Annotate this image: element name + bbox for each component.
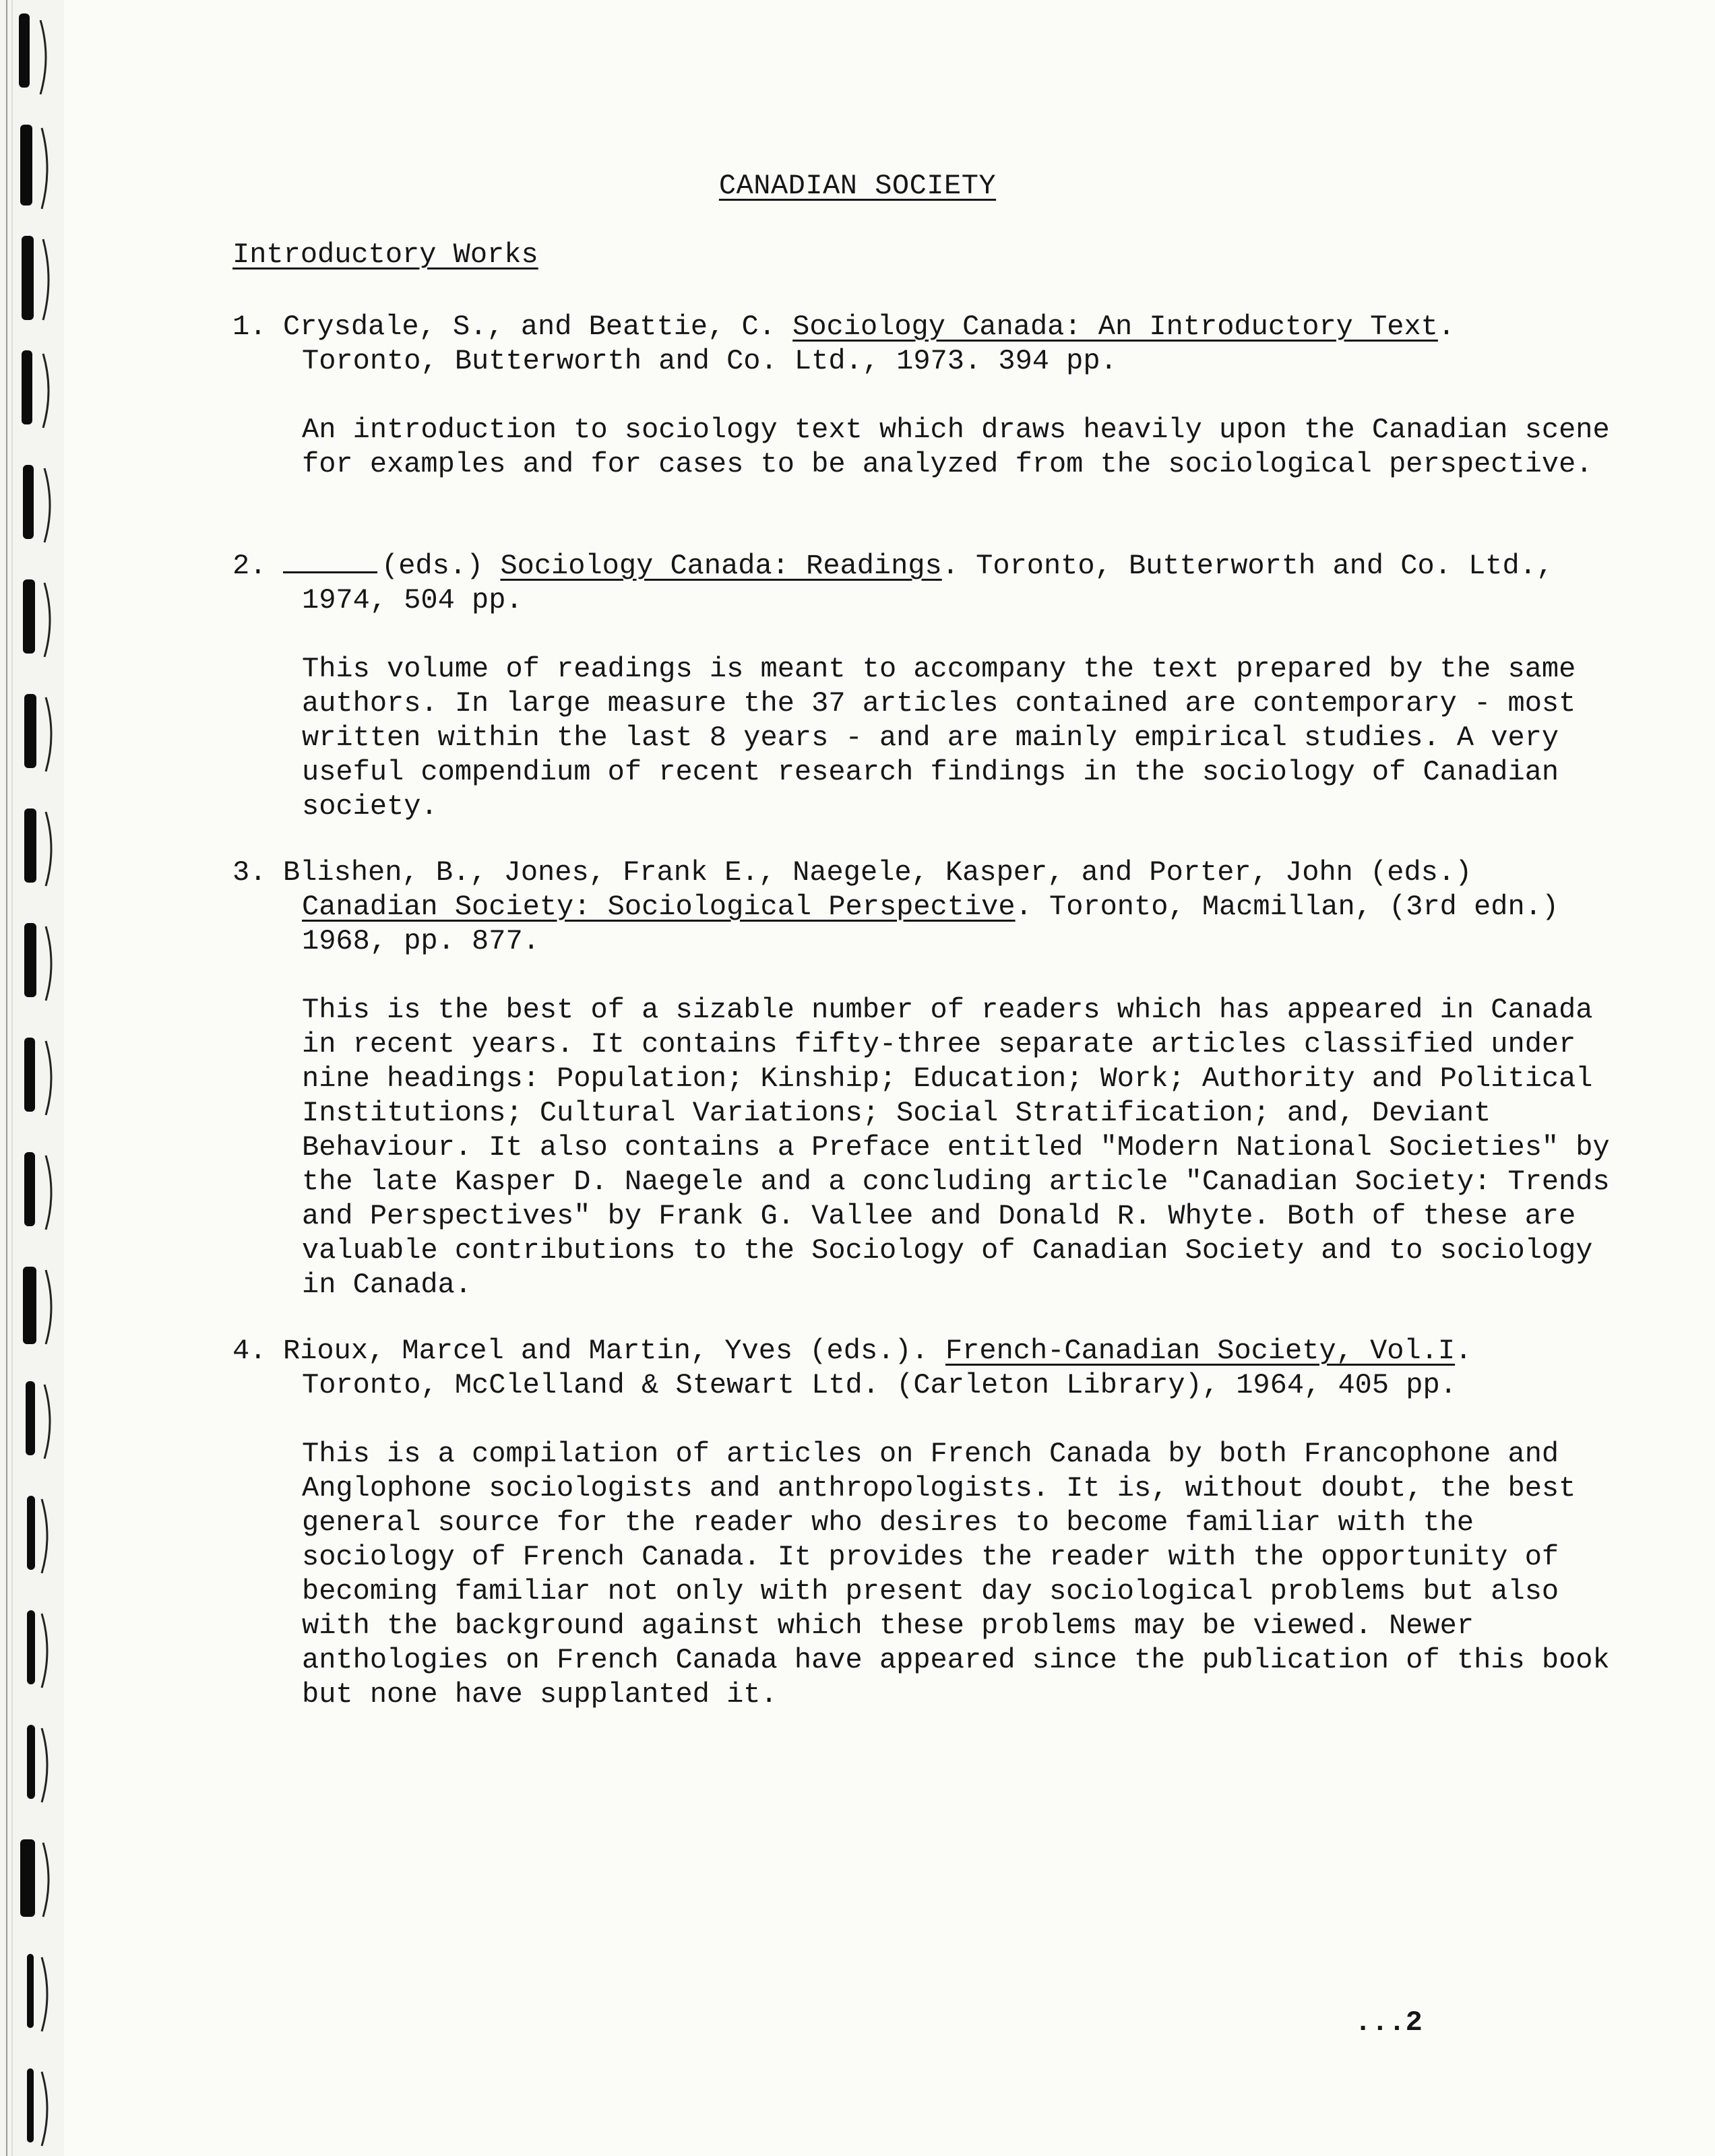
book-title: Sociology Canada: Readings <box>500 550 942 582</box>
page-continuation-marker: ...2 <box>1354 2006 1423 2039</box>
entry-description: This volume of readings is meant to accompany the text prepared by the same authors. In large measure the 37 articles contained are contemporary - most written within the last 8 years - and are mainly empirical studies. A very useful compendium of recent research findings in the sociology of Canadian society. <box>302 653 1576 823</box>
entry-number: 4. <box>232 1335 267 1367</box>
entry-authors: Rioux, Marcel and Martin, Yves (eds.). <box>283 1335 945 1367</box>
entry-number: 3. <box>232 856 267 889</box>
citation <box>232 310 1594 379</box>
ditto-blank-line <box>283 547 377 573</box>
book-title: Sociology Canada: An Introductory Text <box>792 311 1438 343</box>
page-title: CANADIAN SOCIETY <box>718 170 997 202</box>
citation <box>232 547 1594 618</box>
entry-authors: Crysdale, S., and Beattie, C. <box>283 311 793 343</box>
bibliography-entry <box>232 310 1610 482</box>
book-title: Canadian Society: Sociological Perspective <box>302 891 1016 923</box>
book-title: French-Canadian Society, Vol.I <box>945 1335 1456 1367</box>
entry-description: This is the best of a sizable number of readers which has appeared in Canada in recent years. It contains fifty-three separate articles classified under nine headings: Population; Kinship; Education; Work; Authority and Political Institutions; Cultural Variations; Social Stratification; and, Deviant Behaviour. It also contains a Preface entitled "Modern National Societies" by the late Kasper D. Naegele and a concluding article "Canadian Society: Trends and Perspectives" by Frank G. Vallee and Donald R. Whyte. Both of these are valuable contributions to the Sociology of Canadian Society and to sociology in Canada. <box>302 994 1610 1301</box>
entry-description: An introduction to sociology text which draws heavily upon the Canadian scene for examples and for cases to be analyzed from the sociological perspective. <box>302 414 1610 480</box>
entry-number: 1. <box>232 311 267 343</box>
publication-info: . Toronto, Butterworth and Co. Ltd., 1974, 504 pp. <box>302 550 1554 616</box>
publication-info: . Toronto, Macmillan, (3rd edn.) 1968, pp. 877. <box>302 891 1559 957</box>
bibliography-entry <box>232 547 1594 824</box>
citation <box>232 856 1594 959</box>
entry-authors: Blishen, B., Jones, Frank E., Naegele, Kasper, and Porter, John (eds.) <box>283 856 1472 889</box>
section-heading: Introductory Works <box>232 239 538 271</box>
entry-description: This is a compilation of articles on French Canada by both Francophone and Anglophone sociologists and anthropologists. It is, without doubt, the best general source for the reader who desires to become familiar with the sociology of French Canada. It provides the reader with the opportunity of becoming familiar not only with present day sociological problems but also with the background against which these problems may be viewed. Newer anthologies on French Canada have appeared since the publication of this book but none have supplanted it. <box>302 1438 1610 1711</box>
bibliography-entry <box>232 1334 1610 1712</box>
entry-number: 2. <box>232 550 267 582</box>
publication-info: . Toronto, McClelland & Stewart Ltd. (Carleton Library), 1964, 405 pp. <box>302 1335 1472 1401</box>
publication-info: . Toronto, Butterworth and Co. Ltd., 1973. 394 pp. <box>302 311 1456 377</box>
citation <box>232 1334 1594 1403</box>
bibliography-entry <box>232 856 1610 1302</box>
entry-authors: (eds.) <box>381 550 501 582</box>
